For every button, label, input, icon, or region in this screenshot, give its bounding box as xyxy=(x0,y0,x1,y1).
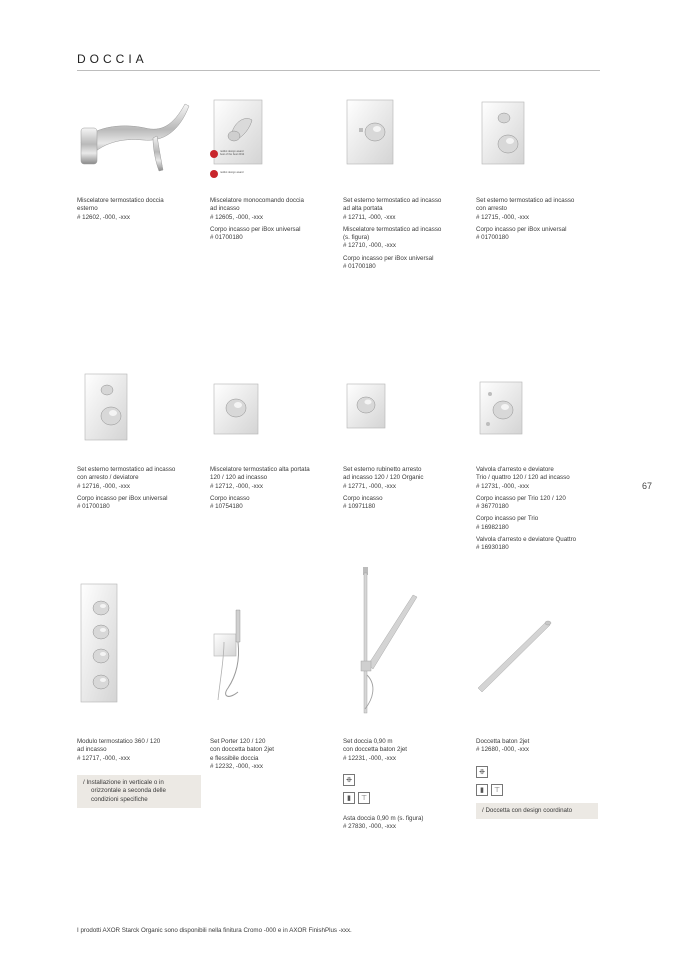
product-title-cont: esterno xyxy=(77,205,98,213)
rough-in-code: # 36770180 xyxy=(476,503,509,511)
product-title-cont: con doccetta baton 2jet xyxy=(343,746,407,754)
note-line-1: / Installazione in verticale o in xyxy=(83,779,164,786)
product-image-single-lever xyxy=(210,80,334,190)
product-code: # 12231, -000, -xxx xyxy=(343,754,396,762)
rail-icon: ⊤ xyxy=(491,784,503,796)
award-badge-1 xyxy=(210,150,218,158)
rough-in-title-2: Corpo incasso per Trio xyxy=(476,515,539,523)
water-saving-icon: ❉ xyxy=(476,766,488,778)
product-image-porter-set xyxy=(210,580,334,710)
product-image-shutoff-120 xyxy=(343,360,467,460)
footer-note: I prodotti AXOR Starck Organic sono disponibili nella finitura Cromo -000 e in AXOR FinishPlus -xxx. xyxy=(77,927,352,934)
product-code: # 12731, -000, -xxx xyxy=(476,482,529,490)
product-title-cont: ad incasso xyxy=(77,746,107,754)
product-title-cont: con arresto xyxy=(476,205,507,213)
product-image-thermostat-120 xyxy=(210,360,334,460)
mount-icons xyxy=(476,784,503,796)
product-title-cont-2: e flessibile doccia xyxy=(210,754,259,762)
rough-in-title: Corpo incasso per iBox universal xyxy=(476,225,567,233)
product-code: # 12716, -000, -xxx xyxy=(77,482,130,490)
rough-in-code: # 01700180 xyxy=(476,234,509,242)
product-title: Set esterno termostatico ad incasso xyxy=(476,197,575,204)
variant-note: (s. figura) xyxy=(343,234,370,242)
award-text-2: reddot design award xyxy=(220,171,244,174)
award-text-1: reddot design award best of the best 2012 xyxy=(220,150,245,156)
product-title: Miscelatore monocomando doccia xyxy=(210,197,304,204)
page-number: 67 xyxy=(642,481,653,491)
rough-in-title: Corpo incasso per iBox universal xyxy=(77,494,168,502)
product-title: Valvola d'arresto e deviatore xyxy=(476,466,554,473)
product-title: Set esterno rubinetto arresto xyxy=(343,466,422,473)
rough-in-code: # 10754180 xyxy=(210,503,243,511)
product-title: Set esterno termostatico ad incasso xyxy=(77,466,176,473)
product-title: Miscelatore termostatico alta portata xyxy=(210,466,310,473)
rough-in-title: Corpo incasso per iBox universal xyxy=(210,225,301,233)
installation-note xyxy=(77,775,201,808)
variant-code: # 12710, -000, -xxx xyxy=(343,242,396,250)
rough-in-title: Corpo incasso xyxy=(210,494,250,502)
rough-in-title: Corpo incasso per Trio 120 / 120 xyxy=(476,494,566,502)
product-title: Doccetta baton 2jet xyxy=(476,738,530,745)
note-line-1: / Doccetta con design coordinato xyxy=(482,807,573,814)
rail-icon: ⊤ xyxy=(358,792,370,804)
product-code: # 12602, -000, -xxx xyxy=(77,213,130,221)
variant-title: Miscelatore termostatico ad incasso xyxy=(343,225,442,233)
product-code: # 12715, -000, -xxx xyxy=(476,213,529,221)
product-title-cont: ad incasso 120 / 120 Organic xyxy=(343,474,424,482)
product-title-cont: ad alta portata xyxy=(343,205,383,213)
rail-code: # 27830, -000, -xxx xyxy=(343,823,396,831)
product-title: Miscelatore termostatico doccia xyxy=(77,197,164,204)
product-code: # 12680, -000, -xxx xyxy=(476,746,529,754)
rough-in-code: # 01700180 xyxy=(210,234,243,242)
product-title-cont: 120 / 120 ad incasso xyxy=(210,474,268,482)
product-image-thermostat-module xyxy=(77,580,201,710)
product-image-thermostat-diverter xyxy=(77,360,201,460)
wall-mount-icon: ▮ xyxy=(343,792,355,804)
page-title: DOCCIA xyxy=(77,52,148,66)
product-title-cont: con arresto / deviatore xyxy=(77,474,139,482)
design-note xyxy=(476,803,598,819)
product-image-shower-set xyxy=(343,565,467,715)
product-title: Set doccia 0,90 m xyxy=(343,738,393,745)
rough-in-code: # 01700180 xyxy=(343,263,376,271)
product-code: # 12711, -000, -xxx xyxy=(343,213,396,221)
product-title: Set Porter 120 / 120 xyxy=(210,738,266,745)
wall-mount-icon: ▮ xyxy=(476,784,488,796)
quattro-code: # 16930180 xyxy=(476,544,509,552)
product-code: # 12771, -000, -xxx xyxy=(343,482,396,490)
rough-in-title: Corpo incasso xyxy=(343,494,383,502)
product-code: # 12605, -000, -xxx xyxy=(210,213,263,221)
product-code: # 12232, -000, -xxx xyxy=(210,762,263,770)
product-image-bath-thermostat xyxy=(77,80,201,190)
mount-icons xyxy=(343,792,370,804)
note-line-3: condizioni specifiche xyxy=(91,795,148,803)
rough-in-code-2: # 16982180 xyxy=(476,523,509,531)
product-title-cont: con doccetta baton 2jet xyxy=(210,746,274,754)
product-image-thermostat-shutoff xyxy=(476,80,600,190)
quattro-title: Valvola d'arresto e deviatore Quattro xyxy=(476,536,577,544)
product-code: # 12717, -000, -xxx xyxy=(77,754,130,762)
product-image-trio-valve xyxy=(476,360,600,460)
rough-in-title: Corpo incasso per iBox universal xyxy=(343,254,434,262)
product-title: Set esterno termostatico ad incasso xyxy=(343,197,442,204)
award-badge-2 xyxy=(210,170,218,178)
product-image-hand-shower xyxy=(476,580,600,710)
note-line-2: orizzontale a seconda delle xyxy=(91,787,166,795)
product-image-thermostat-highflow xyxy=(343,80,467,190)
spray-icons xyxy=(343,774,355,786)
product-title: Modulo termostatico 360 / 120 xyxy=(77,738,161,745)
rough-in-code: # 10971180 xyxy=(343,503,376,511)
product-title-cont: Trio / quattro 120 / 120 ad incasso xyxy=(476,474,570,482)
spray-icons xyxy=(476,766,488,778)
product-code: # 12712, -000, -xxx xyxy=(210,482,263,490)
water-saving-icon: ❉ xyxy=(343,774,355,786)
product-title-cont: ad incasso xyxy=(210,205,240,213)
rail-title: Asta doccia 0,90 m (s. figura) xyxy=(343,815,424,822)
rough-in-code: # 01700180 xyxy=(77,503,110,511)
title-rule xyxy=(77,70,600,71)
